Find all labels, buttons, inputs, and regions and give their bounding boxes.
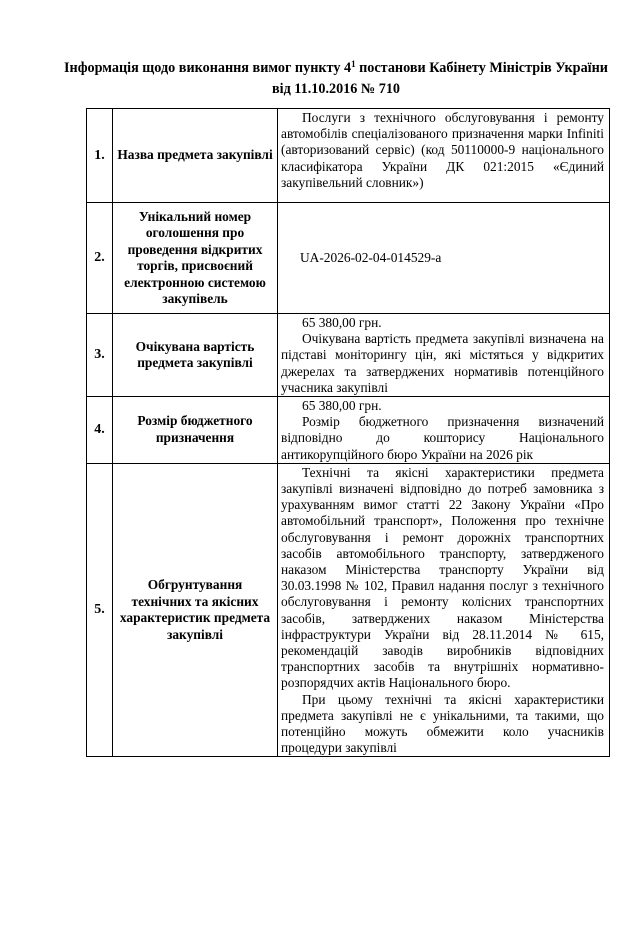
row-value: UA-2026-02-04-014529-a — [278, 203, 610, 314]
row-value — [278, 397, 610, 464]
row-number: 4. — [87, 397, 113, 464]
value-amount: 65 380,00 грн. — [302, 315, 382, 330]
table-row — [87, 109, 610, 203]
row-value — [278, 314, 610, 397]
value-paragraph: Розмір бюджетного призначення визначений відповідно до кошторису Національного антикорупційного бюро України на 2026 рік — [281, 414, 604, 462]
row-label: Унікальний номер оголошення про проведення відкритих торгів, присвоєний електронною системою закупівель — [113, 203, 278, 314]
row-number: 3. — [87, 314, 113, 397]
value-paragraph: При цьому технічні та якісні характеристики предмета закупівлі не є унікальними, та такими, що потенційно можуть обмежити коло учасників процедури закупівлі — [281, 691, 604, 756]
value-amount: 65 380,00 грн. — [302, 398, 382, 414]
row-number: 5. — [87, 463, 113, 757]
row-number: 2. — [87, 203, 113, 314]
table-row — [87, 203, 610, 314]
row-label: Обгрунтування технічних та якісних характеристик предмета закупівлі — [113, 463, 278, 757]
row-label: Назва предмета закупівлі — [113, 109, 278, 203]
table-row — [87, 463, 610, 757]
procurement-info-table — [86, 108, 610, 757]
table-row — [87, 314, 610, 397]
value-paragraph: Очікувана вартість предмета закупівлі визначена на підставі моніторингу цін, які містяться у відкритих джерелах та затверджених нормативів потенційного учасника закупівлі — [281, 331, 604, 395]
row-number: 1. — [87, 109, 113, 203]
table-row — [87, 397, 610, 464]
title-text: Інформація щодо виконання вимог пункту 4 — [64, 60, 352, 76]
row-label: Розмір бюджетного призначення — [113, 397, 278, 464]
title-text-suffix: постанови Кабінету Міністрів України — [355, 60, 608, 76]
value-paragraph: Технічні та якісні характеристики предмета закупівлі визначені відповідно до потреб замовника з урахуванням вимог статті 22 Закону України «Про автомобільний транспорт», Положення про технічне обслуговування і ремонт дорожніх транспортних засобів автомобільного транспорту, затвердженого наказом Міністерства транспорту України від 30.03.1998 № 102, Правил надання послуг з технічного обслуговування і ремонту колісних транспортних засобів, затверджених наказом Міністерства інфраструктури України від 28.11.2014 № 615, рекомендацій заводів виробників відповідних транспортних засобів та внутрішніх нормативно-розпорядчих актів Національного бюро. — [281, 464, 604, 691]
row-label: Очікувана вартість предмета закупівлі — [113, 314, 278, 397]
row-value — [278, 109, 610, 203]
row-value — [278, 463, 610, 757]
value-paragraph: Послуги з технічного обслуговування і ремонту автомобілів спеціалізованого призначення марки Infiniti (авторизований сервіс) (код 50110000-9 національного класифікатора України ДК 021:2015 «Єдиний закупівельний словник») — [281, 110, 604, 190]
document-title — [28, 56, 644, 76]
title-superscript: 1 — [351, 59, 356, 69]
document-subtitle: від 11.10.2016 № 710 — [271, 81, 401, 97]
